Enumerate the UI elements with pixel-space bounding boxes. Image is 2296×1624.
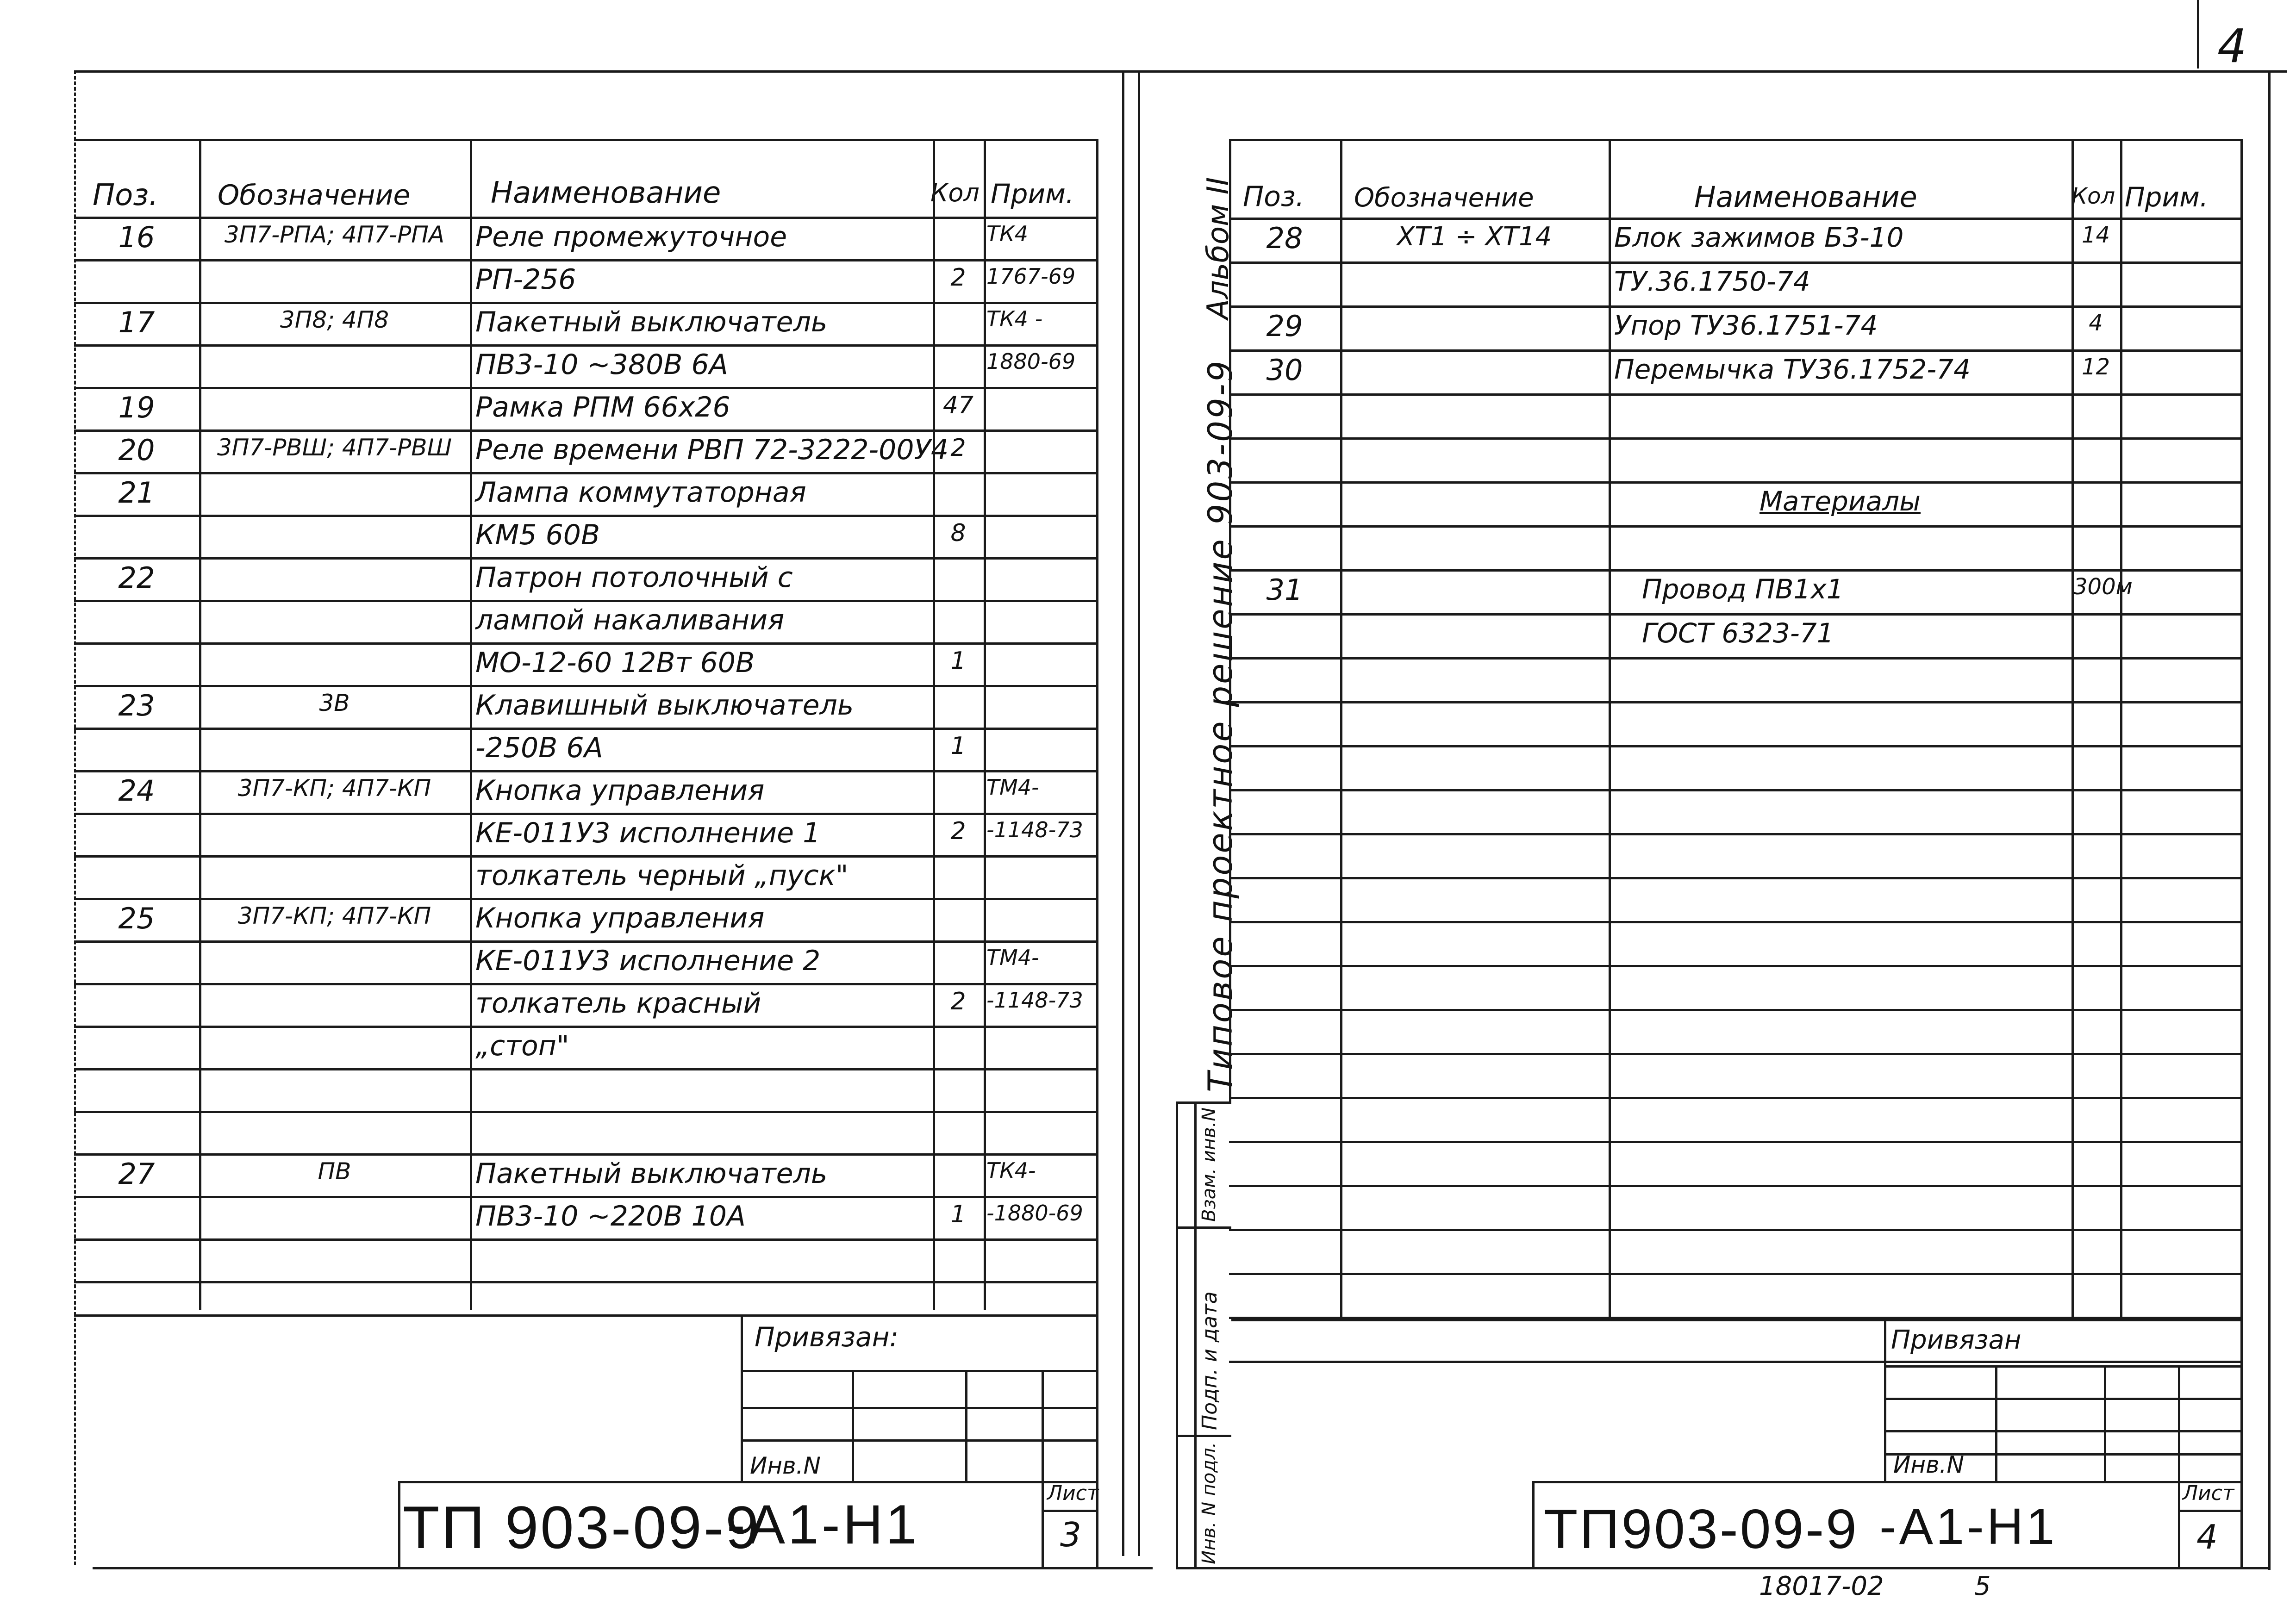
row-qty: 1 — [950, 732, 966, 760]
row-pos: 25 — [118, 902, 155, 935]
row-name: Пакетный выключатель — [475, 306, 828, 338]
row-pos: 22 — [118, 561, 155, 595]
table-row — [1229, 444, 2240, 483]
row-qty: 12 — [2081, 354, 2110, 380]
left-header-designation: Обозначение — [218, 179, 411, 212]
archive-code: 18017-02 — [1759, 1571, 1884, 1601]
row-qty: 8 — [950, 519, 966, 547]
row-note: ТМ4- — [986, 945, 1039, 970]
side-column-top — [1176, 1101, 1231, 1104]
row-pos: 21 — [118, 476, 155, 510]
right-stamp-line — [1884, 1430, 2240, 1432]
left-stamp-col — [1042, 1370, 1044, 1567]
table-row — [74, 561, 1096, 602]
table-row — [74, 904, 1096, 942]
right-row-line — [1229, 261, 2240, 264]
row-note: ТМ4- — [986, 775, 1039, 800]
left-column-line — [199, 139, 201, 1310]
left-row-line — [74, 1026, 1096, 1028]
left-row-line — [74, 557, 1096, 560]
right-stamp-col — [2104, 1365, 2106, 1481]
left-row-line — [74, 344, 1096, 347]
right-sheet-label: Лист — [2183, 1481, 2234, 1505]
row-name: ПВ3-10 ~380В 6А — [475, 348, 728, 381]
right-table-left-line — [1229, 139, 1231, 1101]
left-row-line — [74, 898, 1096, 900]
row-qty: 47 — [942, 392, 974, 419]
left-bottom-frame — [93, 1567, 1153, 1569]
table-row — [1229, 617, 2240, 659]
right-row-line — [1229, 745, 2240, 747]
row-name: МО-12-60 12Вт 60В — [475, 647, 755, 679]
right-row-line — [1229, 833, 2240, 835]
left-header-note: Прим. — [991, 178, 1074, 210]
row-name: КМ5 60В — [475, 519, 600, 551]
right-stamp-col — [1995, 1365, 1997, 1481]
table-row — [74, 1157, 1096, 1198]
right-row-line — [1229, 1097, 2240, 1099]
right-stamp-divider — [1884, 1319, 1886, 1481]
right-row-line — [1229, 305, 2240, 308]
row-pos: 27 — [118, 1157, 155, 1191]
right-stamp-top-line — [1231, 1319, 2240, 1321]
side-column-divider — [1194, 1101, 1197, 1567]
right-row-line — [1229, 1009, 2240, 1011]
table-row — [1229, 268, 2240, 307]
left-sheet-right-edge — [1122, 70, 1124, 1556]
row-name: Материалы — [1759, 485, 1921, 517]
table-row — [74, 521, 1096, 559]
row-name: КЕ-011У3 исполнение 1 — [475, 817, 821, 849]
row-pos: 17 — [118, 305, 155, 339]
right-row-line — [1229, 1053, 2240, 1055]
row-designation: 3П7-КП; 4П7-КП — [237, 902, 431, 929]
table-row — [74, 691, 1096, 729]
table-row — [1229, 309, 2240, 351]
right-row-line — [1229, 393, 2240, 396]
row-designation: 3П8; 4П8 — [280, 306, 389, 333]
table-row — [74, 606, 1096, 644]
left-stamp-top-line — [74, 1314, 1096, 1317]
right-row-line — [1229, 437, 2240, 440]
right-inv-label: Инв.N — [1893, 1451, 1964, 1478]
right-code-box-top — [1532, 1481, 2178, 1483]
right-row-line — [1229, 789, 2240, 791]
row-pos: 30 — [1266, 353, 1303, 387]
top-frame-line — [74, 70, 2287, 73]
row-pos: 16 — [118, 220, 155, 254]
left-column-line — [470, 139, 472, 1310]
left-header-name: Наименование — [491, 176, 721, 210]
right-doc-suffix: -А1-Н1 — [1879, 1498, 2058, 1555]
table-row — [74, 348, 1096, 389]
signature-label: Подп. и дата — [1198, 1291, 1222, 1430]
left-row-line — [74, 1153, 1096, 1156]
table-row — [74, 734, 1096, 772]
right-bottom-frame — [1176, 1567, 2268, 1569]
row-name: ГОСТ 6323-71 — [1642, 617, 1834, 649]
right-sheet-box-line — [2178, 1510, 2240, 1512]
left-project-code: ТП 903-09-9 — [403, 1493, 761, 1561]
row-name: толкатель красный — [475, 987, 761, 1020]
left-stamp-col — [965, 1370, 967, 1481]
row-name: Кнопка управления — [475, 902, 765, 934]
left-row-line — [74, 685, 1096, 687]
right-row-line — [1229, 965, 2240, 967]
row-name: Блок зажимов Б3-10 — [1614, 222, 1904, 253]
row-designation: 3П7-КП; 4П7-КП — [237, 775, 431, 802]
row-note: ТК4 — [986, 221, 1029, 246]
row-name: ПВ3-10 ~220В 10А — [475, 1200, 746, 1232]
left-row-line — [74, 940, 1096, 943]
row-name: Патрон потолочный с — [475, 561, 793, 594]
right-column-line — [2071, 139, 2074, 1319]
right-header-designation: Обозначение — [1354, 183, 1534, 213]
right-row-line — [1229, 1361, 2240, 1363]
row-designation: 3В — [319, 690, 350, 716]
right-row-line — [1229, 1141, 2240, 1143]
row-name: Реле времени РВП 72-3222-00У4 — [475, 434, 949, 466]
right-table-top-line — [1229, 139, 2240, 141]
left-row-line — [74, 1196, 1096, 1198]
exchange-label: Взам. инв.N — [1198, 1107, 1220, 1222]
right-row-line — [1229, 1185, 2240, 1187]
row-pos: 31 — [1266, 573, 1303, 607]
left-sheet-box-line — [1042, 1510, 1096, 1512]
left-row-line — [74, 302, 1096, 304]
table-row — [74, 1117, 1096, 1155]
left-row-line — [74, 472, 1096, 474]
row-pos: 29 — [1266, 309, 1303, 343]
right-header-note: Прим. — [2125, 181, 2209, 213]
left-bound-label: Привязан: — [755, 1321, 899, 1353]
right-sheet-left-edge — [1176, 1101, 1178, 1569]
left-doc-suffix: -А1-Н1 — [727, 1493, 920, 1556]
row-name: КЕ-011У3 исполнение 2 — [475, 945, 821, 977]
table-row — [74, 393, 1096, 431]
row-name: толкатель черный „пуск" — [475, 859, 849, 892]
right-column-line — [1340, 139, 1342, 1319]
row-pos: 19 — [118, 391, 155, 424]
row-qty: 1 — [950, 1201, 966, 1228]
right-header-name: Наименование — [1694, 180, 1917, 214]
right-row-line — [1229, 525, 2240, 528]
row-note: 1767-69 — [986, 264, 1076, 289]
left-row-line — [74, 983, 1096, 985]
row-name: РП-256 — [475, 263, 576, 296]
table-row — [74, 1202, 1096, 1240]
row-note: -1148-73 — [986, 988, 1083, 1013]
table-row — [1229, 485, 2240, 527]
left-row-line — [74, 429, 1096, 432]
row-designation: 3П7-РВШ; 4П7-РВШ — [217, 434, 452, 461]
row-qty: 4 — [2089, 310, 2103, 336]
inv-original-label: Инв. N подл. — [1198, 1442, 1220, 1564]
right-frame-line — [2268, 70, 2271, 1570]
table-row — [74, 819, 1096, 857]
left-stamp-col — [852, 1370, 854, 1481]
side-column-sep-2 — [1176, 1435, 1231, 1437]
row-pos: 28 — [1266, 221, 1303, 255]
side-column-sep-1 — [1176, 1226, 1231, 1229]
row-note: 1880-69 — [986, 349, 1076, 374]
row-name: Рамка РПМ 66х26 — [475, 391, 730, 423]
left-table-top-line — [74, 139, 1096, 141]
row-name: Лампа коммутаторная — [475, 476, 806, 509]
right-column-line — [1609, 139, 1611, 1319]
row-name: Провод ПВ1х1 — [1642, 573, 1844, 605]
row-note: -1148-73 — [986, 817, 1083, 842]
left-header-pos: Поз. — [93, 178, 158, 212]
left-row-line — [74, 1281, 1096, 1283]
album-label: Альбом II — [1201, 177, 1235, 319]
row-qty: 14 — [2081, 222, 2110, 248]
row-pos: 24 — [118, 774, 155, 808]
left-header-line — [74, 217, 1096, 219]
row-name: Упор ТУ36.1751-74 — [1614, 310, 1878, 341]
right-row-line — [1229, 921, 2240, 923]
left-row-line — [74, 642, 1096, 645]
table-row — [74, 263, 1096, 304]
project-label: Типовое проектное решение 903-09-9 — [1201, 359, 1240, 1092]
right-project-code: ТП903-09-9 — [1544, 1498, 1859, 1560]
table-row — [74, 859, 1096, 900]
table-row — [74, 1032, 1096, 1070]
left-row-line — [74, 813, 1096, 815]
row-note: ТК4- — [986, 1158, 1036, 1183]
table-row — [74, 433, 1096, 474]
table-row — [74, 476, 1096, 516]
right-stamp-line — [1884, 1398, 2240, 1400]
row-qty: 2 — [950, 988, 966, 1015]
left-column-line — [933, 139, 935, 1310]
row-qty: 2 — [950, 434, 966, 462]
left-stamp-divider — [741, 1314, 743, 1481]
row-name: Клавишный выключатель — [475, 689, 854, 722]
table-row — [1229, 221, 2240, 263]
row-name: Реле промежуточное — [475, 221, 787, 253]
right-row-line — [1229, 877, 2240, 879]
right-column-line — [2120, 139, 2122, 1319]
left-row-line — [74, 1111, 1096, 1113]
row-name: Кнопка управления — [475, 774, 765, 807]
table-row — [74, 774, 1096, 815]
left-row-line — [74, 259, 1096, 261]
right-row-line — [1229, 481, 2240, 484]
table-row — [1229, 353, 2240, 395]
row-name: Пакетный выключатель — [475, 1157, 828, 1190]
row-name: лампой накаливания — [475, 604, 785, 636]
right-row-line — [1229, 349, 2240, 352]
table-row — [74, 649, 1096, 687]
row-note: -1880-69 — [986, 1201, 1083, 1226]
right-row-line — [1229, 613, 2240, 616]
row-pos: 23 — [118, 689, 155, 722]
row-note: ТК4 - — [986, 306, 1043, 331]
left-sheet-value: 3 — [1060, 1515, 1081, 1554]
row-name: ТУ.36.1750-74 — [1614, 266, 1810, 297]
table-row — [74, 305, 1096, 346]
table-row — [1229, 400, 2240, 439]
right-header-pos: Поз. — [1243, 180, 1304, 213]
right-table-right-line — [2240, 139, 2243, 1567]
left-row-line — [74, 1238, 1096, 1241]
row-pos: 20 — [118, 433, 155, 467]
row-qty: 300м — [2073, 574, 2133, 600]
left-row-line — [74, 855, 1096, 858]
row-name: -250В 6А — [475, 732, 603, 764]
right-stamp-col — [2178, 1365, 2180, 1567]
row-designation: 3П7-РПА; 4П7-РПА — [224, 221, 445, 248]
table-row — [74, 220, 1096, 261]
right-header-line — [1229, 218, 2240, 220]
left-table-right-line — [1096, 139, 1098, 1567]
row-name: Перемычка ТУ36.1752-74 — [1614, 354, 1971, 385]
sheet-number-divider — [2197, 0, 2199, 68]
center-fold-line — [1138, 70, 1140, 1556]
left-inv-label: Инв.N — [750, 1452, 821, 1479]
left-code-box-top — [398, 1481, 1042, 1483]
row-name: „стоп" — [475, 1030, 569, 1062]
right-code-box-left — [1532, 1481, 1535, 1567]
right-header-qty: Кол — [2071, 183, 2115, 209]
table-row — [74, 989, 1096, 1027]
right-row-line — [1229, 1229, 2240, 1231]
left-row-line — [74, 387, 1096, 389]
right-row-line — [1229, 701, 2240, 703]
right-row-line — [1229, 657, 2240, 660]
left-sheet-label: Лист — [1047, 1481, 1099, 1505]
left-row-line — [74, 600, 1096, 602]
sheet-number: 4 — [2217, 19, 2247, 73]
left-code-box-left — [398, 1481, 400, 1567]
table-row — [1229, 532, 2240, 571]
row-designation: ПВ — [318, 1158, 351, 1185]
table-row — [74, 1075, 1096, 1113]
right-sheet-value: 4 — [2196, 1518, 2218, 1556]
left-header-qty: Кол — [930, 178, 980, 207]
left-column-line — [984, 139, 986, 1310]
right-bound-label: Привязан — [1891, 1325, 2021, 1355]
right-row-line — [1229, 569, 2240, 572]
right-stamp-line — [1884, 1453, 2240, 1456]
left-row-line — [74, 728, 1096, 730]
archive-page: 5 — [1974, 1571, 1991, 1601]
table-row — [1229, 573, 2240, 615]
row-qty: 2 — [950, 817, 966, 845]
row-qty: 2 — [950, 264, 966, 292]
row-qty: 1 — [950, 647, 966, 675]
row-designation: ХТ1 ÷ ХТ14 — [1397, 222, 1552, 252]
right-row-line — [1229, 1273, 2240, 1275]
left-row-line — [74, 770, 1096, 772]
left-row-line — [74, 1068, 1096, 1070]
table-row — [74, 947, 1096, 985]
right-stamp-line — [1884, 1365, 2240, 1368]
left-row-line — [74, 515, 1096, 517]
